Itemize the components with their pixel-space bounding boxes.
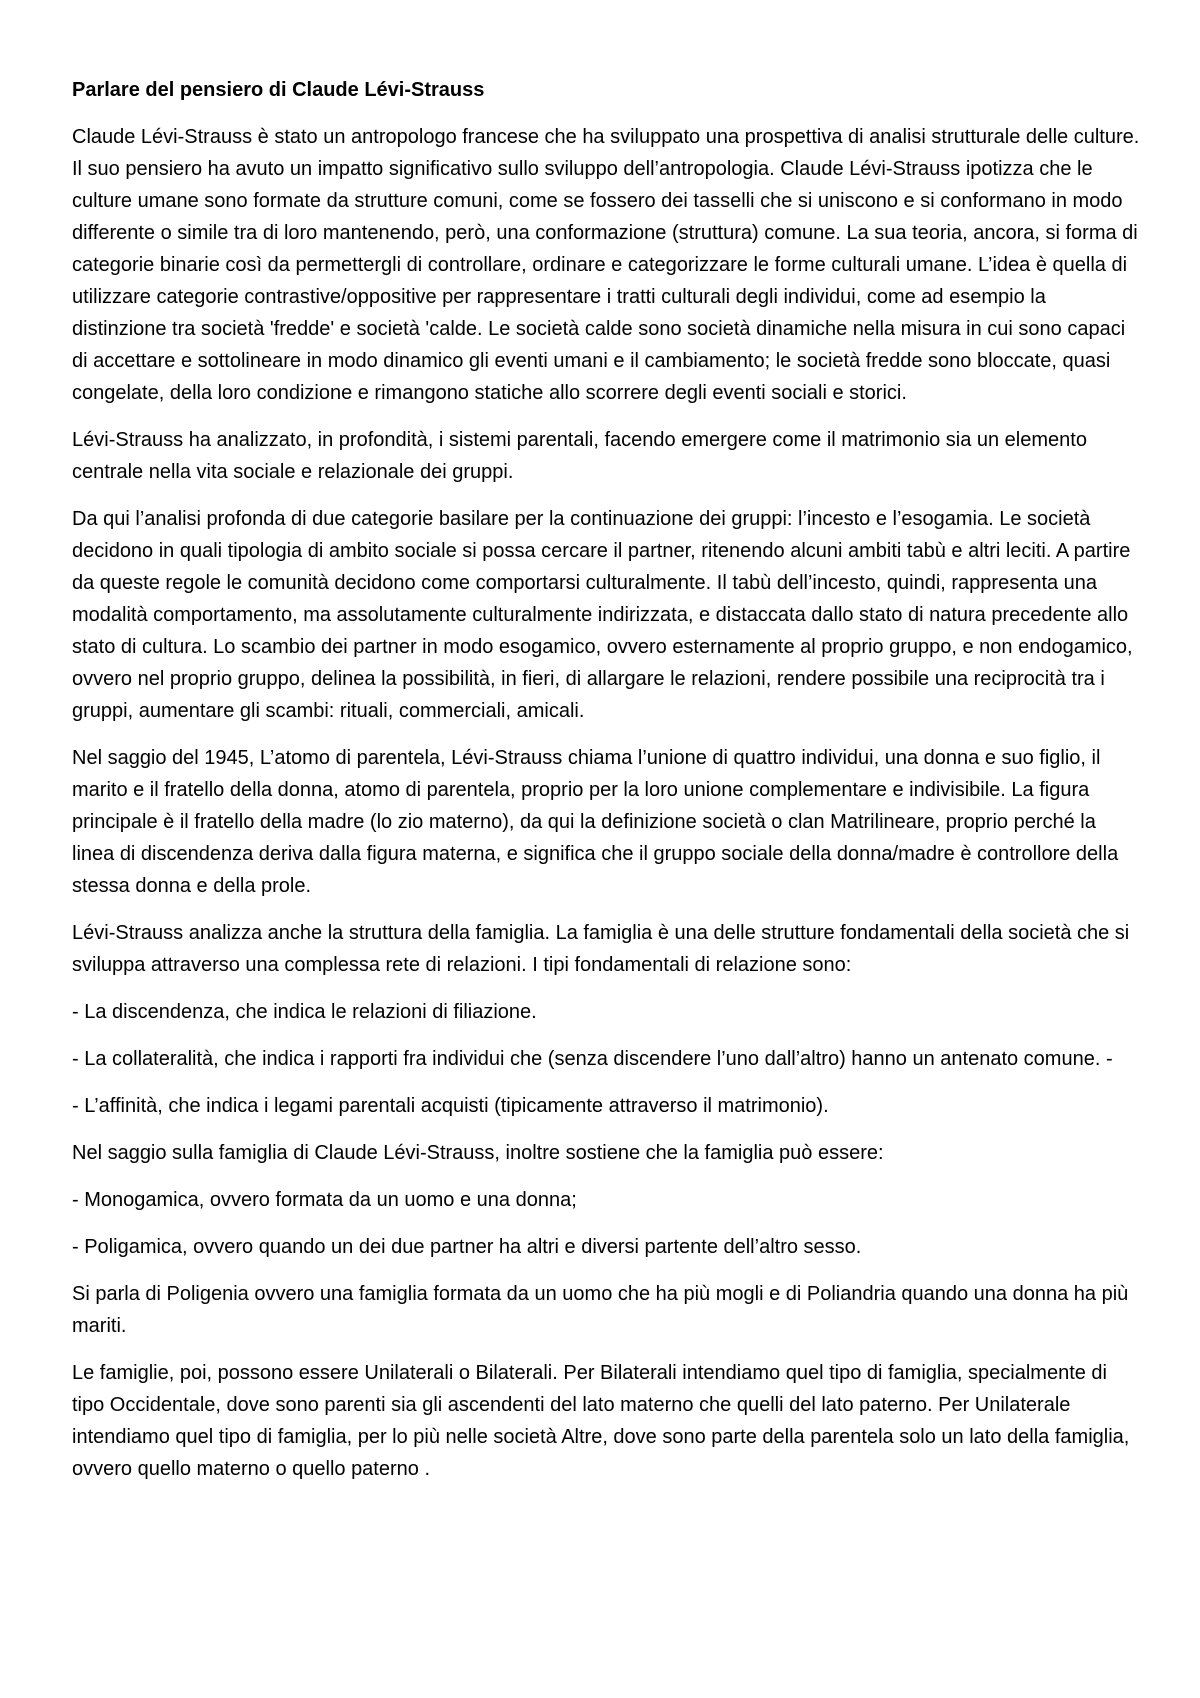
list-item-polygamy: - Poligamica, ovvero quando un dei due partner ha altri e diversi partente dell’altro sesso. <box>72 1236 862 1258</box>
paragraph-kinship-systems: Lévi-Strauss ha analizzato, in profondità, i sistemi parentali, facendo emergere come il matrimonio sia un elemento centrale nella vita sociale e relazionale dei gruppi. <box>72 429 1087 483</box>
paragraph-family-essay: Nel saggio sulla famiglia di Claude Lévi-Strauss, inoltre sostiene che la famiglia può essere: <box>72 1142 884 1164</box>
paragraph-family-structure: Lévi-Strauss analizza anche la struttura della famiglia. La famiglia è una delle strutture fondamentali della società che si sviluppa attraverso una complessa rete di relazioni. I tipi fondamentali di relazione sono: <box>72 922 1130 976</box>
list-item-monogamy: - Monogamica, ovvero formata da un uomo e una donna; <box>72 1189 577 1211</box>
document-body <box>72 74 1142 1500</box>
paragraph-incest-exogamy: Da qui l’analisi profonda di due categorie basilare per la continuazione dei gruppi: l’incesto e l’esogamia. Le società decidono in quali tipologia di ambito sociale si possa cercare il partner, ritenendo alcuni ambiti tabù e altri leciti. A partire da queste regole le comunità decidono come comportarsi culturalmente. Il tabù dell’incesto, quindi, rappresenta una modalità comportamento, ma assolutamente culturalmente indirizzata, e distaccata dallo stato di natura precedente allo stato di cultura. Lo scambio dei partner in modo esogamico, ovvero esternamente al proprio gruppo, e non endogamico, ovvero nel proprio gruppo, delinea la possibilità, in fieri, di allargare le relazioni, rendere possibile una reciprocità tra i gruppi, aumentare gli scambi: rituali, commerciali, amicali. <box>72 508 1133 722</box>
paragraph-unilateral-bilateral: Le famiglie, poi, possono essere Unilaterali o Bilaterali. Per Bilaterali intendiamo quel tipo di famiglia, specialmente di tipo Occidentale, dove sono parenti sia gli ascendenti del lato materno che quelli del lato paterno. Per Unilaterale intendiamo quel tipo di famiglia, per lo più nelle società Altre, dove sono parte della parentela solo un lato della famiglia, ovvero quello materno o quello paterno . <box>72 1362 1130 1480</box>
page-title: Parlare del pensiero di Claude Lévi-Strauss <box>72 79 485 101</box>
paragraph-polygyny-polyandry: Si parla di Poligenia ovvero una famiglia formata da un uomo che ha più mogli e di Poliandria quando una donna ha più mariti. <box>72 1283 1129 1337</box>
list-item-descent: - La discendenza, che indica le relazioni di filiazione. <box>72 1001 537 1023</box>
paragraph-intro: Claude Lévi-Strauss è stato un antropologo francese che ha sviluppato una prospettiva di analisi strutturale delle culture. Il suo pensiero ha avuto un impatto significativo sullo sviluppo dell’antropologia. Claude Lévi-Strauss ipotizza che le culture umane sono formate da strutture comuni, come se fossero dei tasselli che si uniscono e si conformano in modo differente o simile tra di loro mantenendo, però, una conformazione (struttura) comune. La sua teoria, ancora, si forma di categorie binarie così da permettergli di controllare, ordinare e categorizzare le forme culturali umane. L’idea è quella di utilizzare categorie contrastive/oppositive per rappresentare i tratti culturali degli individui, come ad esempio la distinzione tra società 'fredde' e società 'calde. Le società calde sono società dinamiche nella misura in cui sono capaci di accettare e sottolineare in modo dinamico gli eventi umani e il cambiamento; le società fredde sono bloccate, quasi congelate, della loro condizione e rimangono statiche allo scorrere degli eventi sociali e storici. <box>72 126 1140 404</box>
list-item-collaterality: - La collateralità, che indica i rapporti fra individui che (senza discendere l’uno dall’altro) hanno un antenato comune. - <box>72 1048 1113 1070</box>
paragraph-atom-of-kinship: Nel saggio del 1945, L’atomo di parentela, Lévi-Strauss chiama l’unione di quattro individui, una donna e suo figlio, il marito e il fratello della donna, atomo di parentela, proprio per la loro unione complementare e indivisibile. La figura principale è il fratello della madre (lo zio materno), da qui la definizione società o clan Matrilineare, proprio perché la linea di discendenza deriva dalla figura materna, e significa che il gruppo sociale della donna/madre è controllore della stessa donna e della prole. <box>72 747 1119 897</box>
list-item-affinity: - L’affinità, che indica i legami parentali acquisti (tipicamente attraverso il matrimonio). <box>72 1095 829 1117</box>
